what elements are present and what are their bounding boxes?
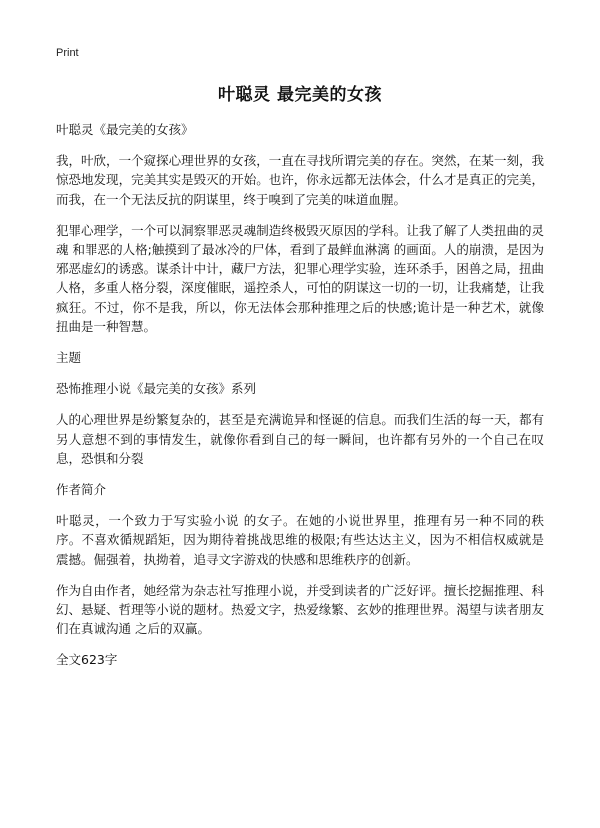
word-count: 全文623字 — [56, 652, 118, 668]
author-paragraph-1: 叶聪灵，一个致力于写实验小说 的女子。在她的小说世界里，推理有另一种不同的秩序。不喜欢循规蹈矩，因为期待着挑战思维的极限;有些达达主义，因为不相信权威就是震撼。倔强着，执拗着，追寻文字游戏的快感和思维秩序的创新。 — [56, 513, 544, 567]
theme-heading: 主题 — [56, 350, 82, 366]
article-body — [56, 120, 544, 682]
theme-paragraph: 人的心理世界是纷繁复杂的，甚至是充满诡异和怪诞的信息。而我们生活的每一天，都有另人意想不到的事情发生，就像你看到自己的每一瞬间，也许都有另外的一个自己在叹息，恐惧和分裂 — [56, 412, 544, 466]
author-paragraph-2: 作为自由作者，她经常为杂志社写推理小说，并受到读者的广泛好评。擅长挖掘推理、科幻、悬疑、哲理等小说的题材。热爱文字，热爱缘繁、玄妙的推理世界。渴望与读者朋友们在真诚沟通 之后的双赢。 — [56, 582, 544, 637]
author-heading: 作者简介 — [56, 482, 107, 498]
book-subtitle: 叶聪灵《最完美的女孩》 — [56, 122, 194, 137]
intro-paragraph-2: 犯罪心理学，一个可以洞察罪恶灵魂制造终极毁灭原因的学科。让我了解了人类扭曲的灵魂 和罪恶的人格;触摸到了最冰冷的尸体，看到了最鲜血淋漓 的画面。人的崩溃，是因为邪恶虚幻的诱惑。谋杀计中计，藏尸方法，犯罪心理学实验，连环杀手，困兽之局，扭曲人格，多重人格分裂，深度催眠，遥控杀人，可怕的阴谋这一切的一切，让我痛楚，让我疯狂。不过，你不是我，所以，你无法体会那种推理之后的快感;诡计是一种艺术，就像扭曲是一种智慧。 — [56, 222, 544, 334]
print-link[interactable]: Print — [56, 47, 79, 59]
page-title: 叶聪灵 最完美的女孩 — [218, 85, 382, 105]
series-line: 恐怖推理小说《最完美的女孩》系列 — [56, 381, 257, 397]
intro-paragraph-1: 我，叶欣，一个窥探心理世界的女孩，一直在寻找所谓完美的存在。突然，在某一刻，我惊恐地发现，完美其实是毁灭的开始。也许，你永远都无法体会，什么才是真正的完美，而我，在一个无法反抗的阴谋里，终于嗅到了完美的味道血腥。 — [56, 153, 544, 207]
